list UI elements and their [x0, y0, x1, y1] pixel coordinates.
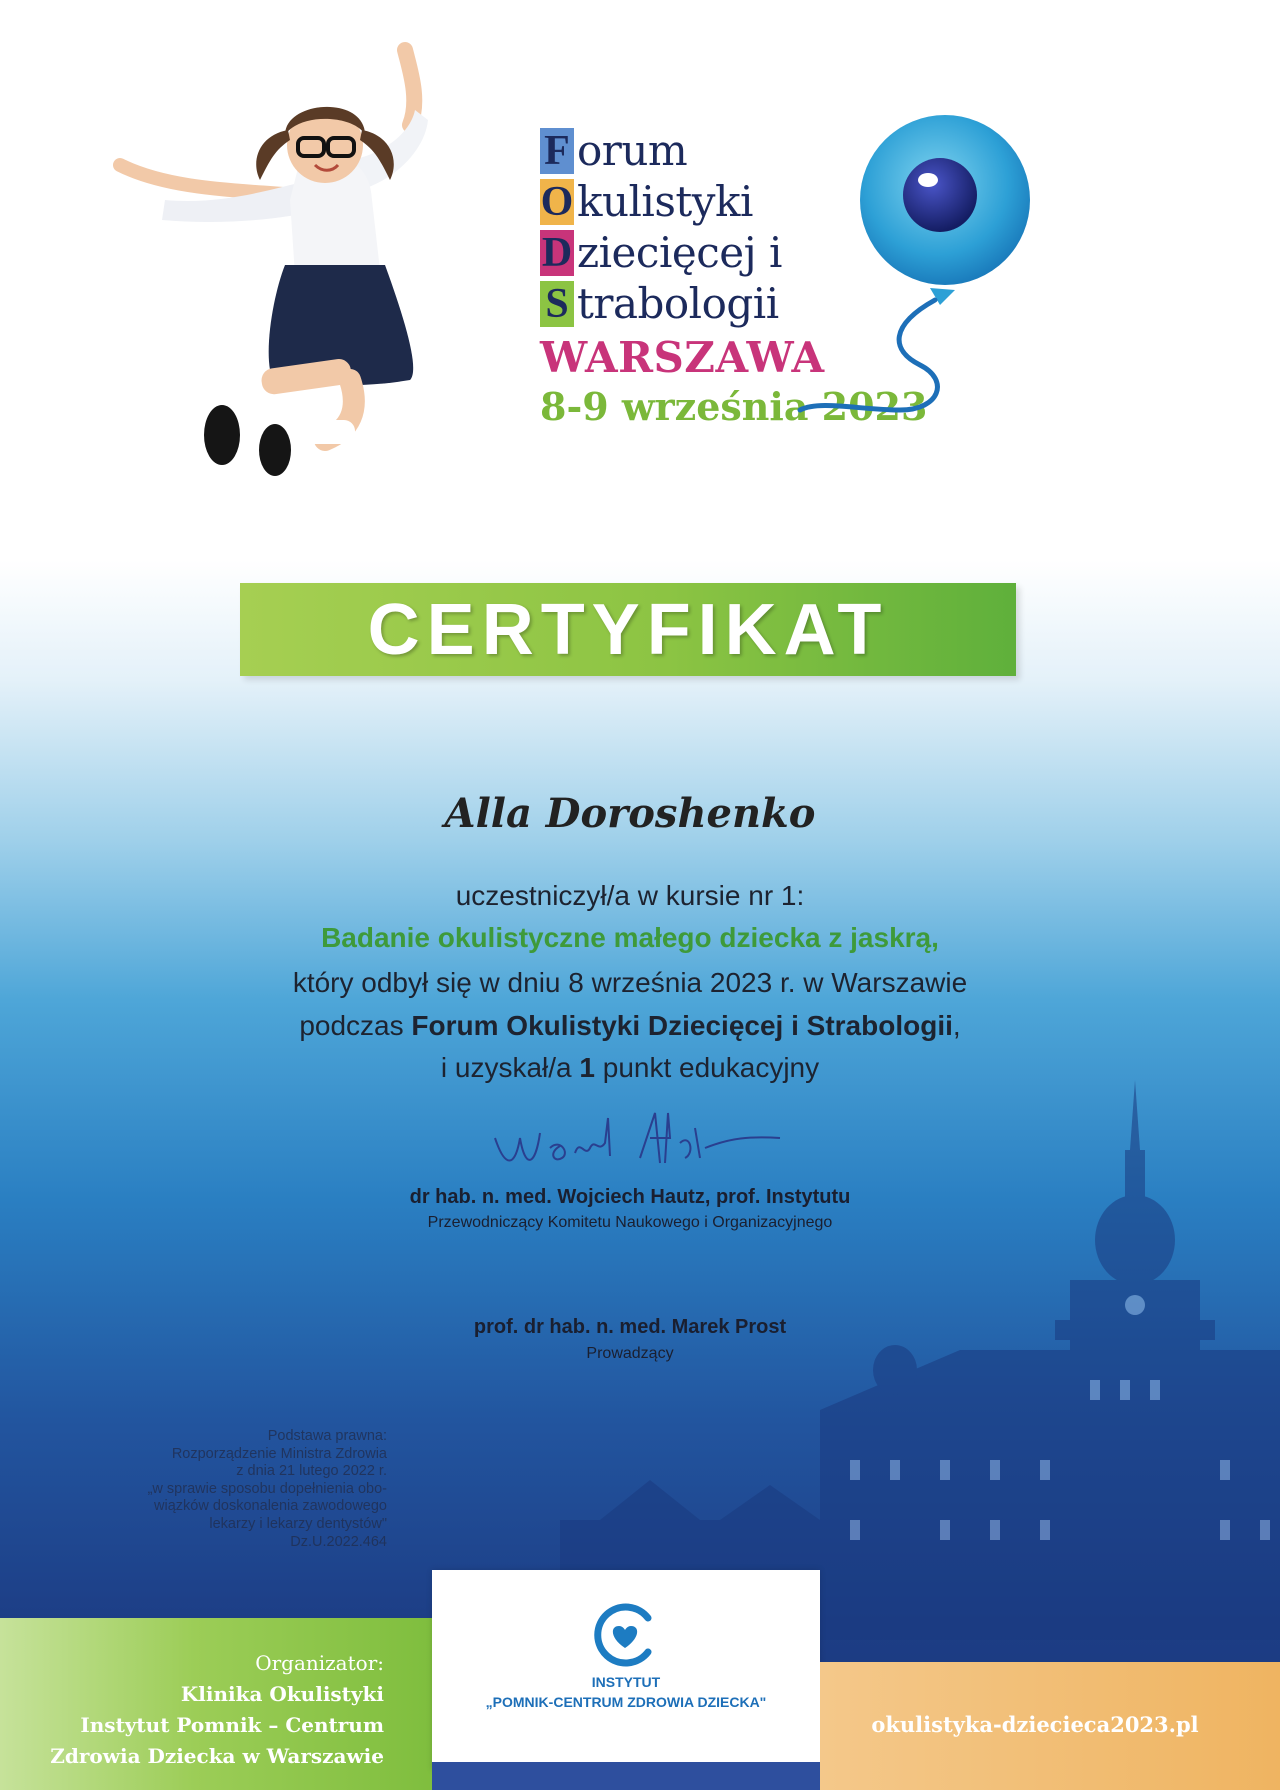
legal-line: z dnia 21 lutego 2022 r. — [236, 1463, 387, 1480]
body-line-4-suffix: , — [952, 1010, 961, 1041]
logo-letter-s: S — [540, 281, 574, 327]
body-line-4 — [0, 1010, 1260, 1042]
website-url[interactable]: okulistyka-dziecieca2023.pl — [871, 1712, 1199, 1737]
legal-line: „w sprawie sposobu dopełnienia obo- — [147, 1480, 387, 1497]
logo-date: 8-9 września 2023 — [540, 384, 928, 429]
body-line-1: uczestniczył/a w kursie nr 1: — [455, 880, 805, 911]
institute-heart-logo-icon — [590, 1600, 660, 1670]
institute-full-name: „POMNIK-CENTRUM ZDROWIA DZIECKA" — [485, 1694, 767, 1710]
logo-letter-o: O — [540, 178, 574, 225]
points-count: 1 — [579, 1052, 595, 1083]
certificate-banner — [240, 583, 1016, 676]
legal-line: Rozporządzenie Ministra Zdrowia — [171, 1445, 387, 1462]
signatory-2-role: Prowadzący — [586, 1345, 674, 1362]
legal-line: Podstawa prawna: — [267, 1428, 387, 1444]
website-panel — [820, 1662, 1280, 1790]
signatory-2-name: prof. dr hab. n. med. Marek Prost — [473, 1316, 787, 1338]
logo-word-okulistyki: kulistyki — [577, 176, 753, 226]
certificate-title: CERTYFIKAT — [367, 589, 889, 670]
logo-letter-d: D — [541, 229, 573, 276]
logo-letter-f: F — [540, 128, 574, 174]
logo-word-forum: orum — [577, 125, 688, 175]
legal-line: lekarzy i lekarzy dentystów" — [209, 1515, 387, 1532]
legal-basis — [67, 1428, 387, 1551]
institute-panel-bar — [432, 1762, 820, 1790]
organizer-line: Instytut Pomnik – Centrum — [80, 1713, 384, 1737]
logo-word-strabologii: trabologii — [577, 278, 779, 328]
organizer-panel — [0, 1618, 432, 1790]
legal-line: Dz.U.2022.464 — [290, 1533, 387, 1550]
organizer-label: Organizator: — [255, 1651, 384, 1675]
institute-name: INSTYTUT — [591, 1674, 661, 1690]
logo-city: WARSZAWA — [540, 333, 825, 382]
signatory-1-name: dr hab. n. med. Wojciech Hautz, prof. Instytutu — [409, 1186, 851, 1208]
jumping-girl-illustration — [110, 40, 490, 530]
event-name: Forum Okulistyki Dziecięcej i Strabologii — [411, 1010, 953, 1041]
organizer-line: Zdrowia Dziecka w Warszawie — [50, 1744, 384, 1768]
participant-name: Alla Doroshenko — [444, 790, 816, 837]
signatory-1-role: Przewodniczący Komitetu Naukowego i Organizacyjnego — [427, 1214, 833, 1231]
signature-wojciech-hautz — [490, 1108, 790, 1188]
logo-word-dzieciecej: ziecięcej i — [577, 227, 782, 277]
body-line-5-suffix: punkt edukacyjny — [602, 1052, 820, 1083]
institute-logo-panel — [432, 1570, 820, 1770]
course-title: Badanie okulistyczne małego dziecka z jaskrą, — [321, 922, 939, 953]
organizer-line: Klinika Okulistyki — [180, 1682, 384, 1706]
eye-balloon-icon — [780, 110, 1040, 490]
body-line-4-prefix: podczas — [299, 1010, 404, 1041]
organizer-text — [50, 1648, 384, 1772]
body-line-3: który odbył się w dniu 8 września 2023 r. w Warszawie — [292, 967, 968, 998]
body-line-5-prefix: i uzyskał/a — [440, 1052, 572, 1083]
legal-line: wiązków doskonalenia zawodowego — [154, 1498, 387, 1515]
